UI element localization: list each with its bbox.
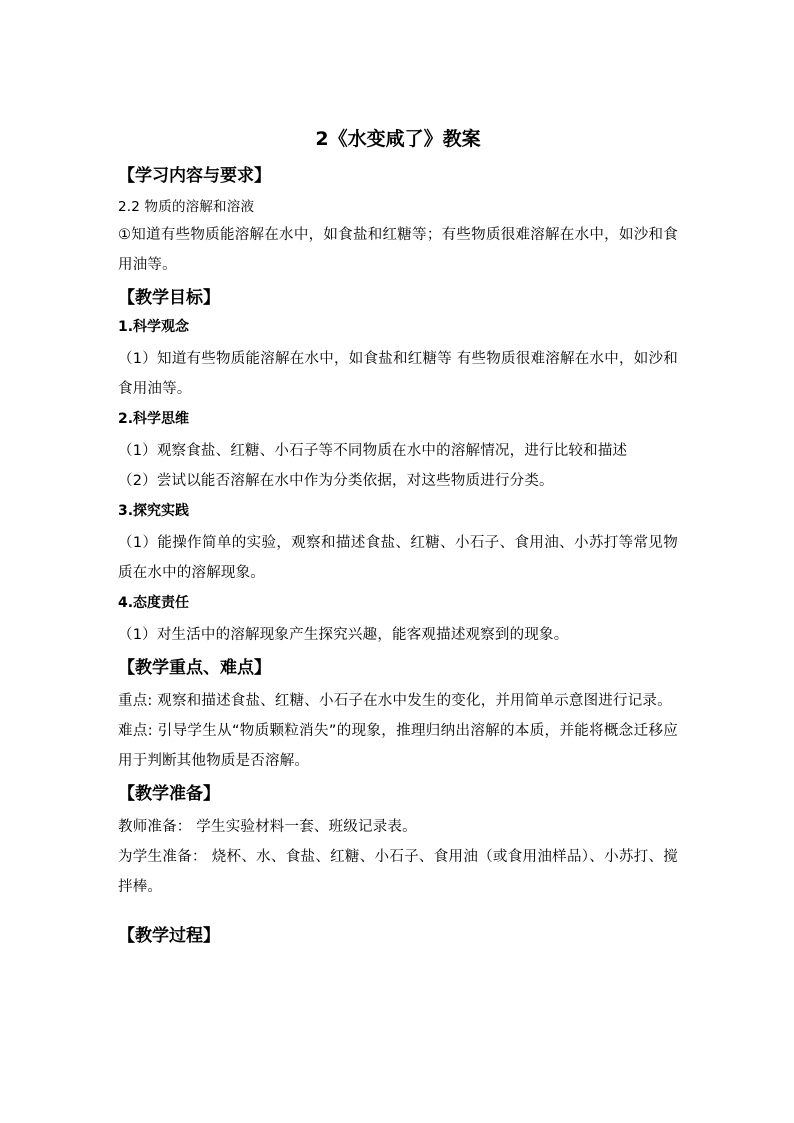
- goal-subheading-3: 3.探究实践: [118, 503, 190, 519]
- section-heading-keypoints: 【教学重点、难点】: [118, 658, 271, 678]
- goal-subheading-1: 1.科学观念: [118, 319, 190, 335]
- document-page: [118, 118, 678, 954]
- section-heading-process: 【教学过程】: [118, 926, 220, 946]
- spacer: [118, 902, 678, 918]
- goal-1-paragraph-1: （1）知道有些物质能溶解在水中，如食盐和红糖等 有些物质很难溶解在水中，如沙和食用油等。: [118, 351, 678, 397]
- goal-3-paragraph-1: （1）能操作简单的实验，观察和描述食盐、红糖、小石子、食用油、小苏打等常见物质在水中的溶解现象。: [118, 535, 678, 581]
- section-heading-prep: 【教学准备】: [118, 784, 220, 804]
- goal-2-paragraph-1: （1）观察食盐、红糖、小石子等不同物质在水中的溶解情况，进行比较和描述: [118, 443, 628, 459]
- prep-paragraph-1: 教师准备： 学生实验材料一套、班级记录表。: [118, 819, 417, 835]
- goal-2-paragraph-2: （2）尝试以能否溶解在水中作为分类依据，对这些物质进行分类。: [118, 473, 554, 489]
- keypoint-paragraph-1: 重点: 观察和描述食盐、红糖、小石子在水中发生的变化，并用简单示意图进行记录。: [118, 693, 672, 709]
- goal-subheading-2: 2.科学思维: [118, 411, 190, 427]
- goal-subheading-4: 4.态度责任: [118, 595, 190, 611]
- prep-paragraph-2: 为学生准备： 烧杯、水、食盐、红糖、小石子、食用油（或食用油样品）、小苏打、搅拌棒。: [118, 849, 678, 895]
- keypoint-paragraph-2: 难点: 引导学生从“物质颗粒消失”的现象，推理归纳出溶解的本质，并能将概念迁移应用于判断其他物质是否溶解。: [118, 723, 678, 769]
- content-line-2: ①知道有些物质能溶解在水中，如食盐和红糖等；有些物质很难溶解在水中，如沙和食用油等。: [118, 227, 678, 273]
- section-heading-content: 【学习内容与要求】: [118, 166, 271, 186]
- document-title: 2《水变咸了》教案: [315, 128, 481, 150]
- section-heading-goals: 【教学目标】: [118, 288, 220, 308]
- content-line-1: 2.2 物质的溶解和溶液: [118, 199, 255, 215]
- goal-4-paragraph-1: （1）对生活中的溶解现象产生探究兴趣，能客观描述观察到的现象。: [118, 627, 569, 643]
